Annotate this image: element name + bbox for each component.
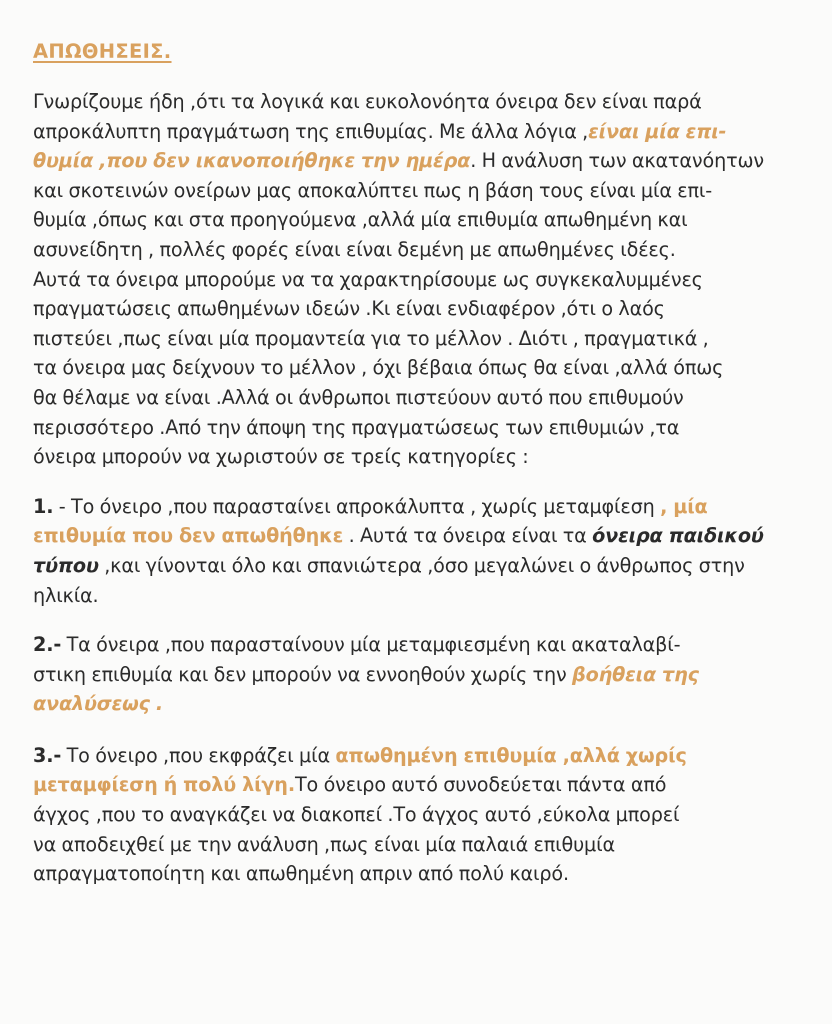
emphasized-phrase: τύπου — [33, 553, 99, 577]
text-run: πραγματώσεις απωθημένων ιδεών .Κι είναι ενδιαφέρον ,ότι ο λαός — [33, 297, 665, 321]
intro-paragraph — [33, 87, 812, 472]
text-line — [33, 770, 812, 800]
category-item-2 — [33, 630, 812, 719]
text-line — [33, 830, 812, 860]
text-line — [33, 551, 812, 581]
text-run: ,και γίνονται όλο και σπανιώτερα ,όσο μεγαλώνει ο άνθρωπος στην — [98, 553, 745, 577]
highlighted-phrase: βοήθεια της — [571, 662, 699, 686]
text-run: Το όνειρο αυτό συνοδεύεται πάντα από — [294, 773, 667, 797]
text-run: απροκάλυπτη πραγμάτωση της επιθυμίας. Με άλλα λόγια , — [33, 119, 589, 143]
text-line — [33, 235, 812, 265]
highlighted-phrase: αναλύσεως . — [33, 692, 164, 716]
emphasized-phrase: όνειρα παιδικού — [592, 524, 764, 548]
document-title: ΑΠΩΘΗΣΕΙΣ. — [33, 40, 172, 63]
text-run: Το όνειρο ,που εκφράζει μία — [61, 743, 336, 767]
text-line — [33, 87, 812, 117]
text-line — [33, 324, 812, 354]
text-run: πιστεύει ,πως είναι μία προμαντεία για το μέλλον . Διότι , πραγματικά , — [33, 326, 709, 350]
text-run: . Αυτά τα όνειρα είναι τα — [343, 524, 593, 548]
text-line — [33, 265, 812, 295]
text-line — [33, 353, 812, 383]
category-item-3 — [33, 741, 812, 889]
text-line — [33, 859, 812, 889]
item-number: 2.- — [33, 633, 62, 657]
highlighted-phrase: θυμία ,που δεν ικανοποιήθηκε την ημέρα — [33, 149, 471, 173]
category-item-1 — [33, 492, 812, 610]
text-line — [33, 205, 812, 235]
highlighted-phrase: , μία — [660, 494, 708, 518]
text-line — [33, 741, 812, 771]
text-line — [33, 630, 812, 660]
text-run: - Το όνειρο ,που παρασταίνει απροκάλυπτα , χωρίς μεταμφίεση — [53, 494, 661, 518]
text-line — [33, 521, 812, 551]
text-run: θα θέλαμε να είναι .Αλλά οι άνθρωποι πιστεύουν αυτό που επιθυμούν — [33, 385, 684, 409]
text-line — [33, 442, 812, 472]
text-run: θυμία ,όπως και στα προηγούμενα ,αλλά μία επιθυμία απωθημένη και — [33, 208, 688, 232]
highlighted-phrase: μεταμφίεση ή πολύ λίγη. — [33, 773, 295, 797]
text-line — [33, 413, 812, 443]
text-run: όνειρα μπορούν να χωριστούν σε τρείς κατηγορίες : — [33, 445, 529, 469]
text-line — [33, 800, 812, 830]
highlighted-phrase: είναι μία επι- — [588, 119, 727, 143]
text-run: περισσότερο .Από την άποψη της πραγματώσεως των επιθυμιών ,τα — [33, 415, 680, 439]
text-run: ηλικία. — [33, 583, 99, 607]
text-line — [33, 660, 812, 690]
highlighted-phrase: επιθυμία που δεν απωθήθηκε — [33, 524, 344, 548]
text-run: απραγματοποίητη και απωθημένη απριν από πολύ καιρό. — [33, 862, 569, 886]
text-run: να αποδειχθεί με την ανάλυση ,πως είναι μία παλαιά επιθυμία — [33, 832, 615, 856]
text-line — [33, 117, 812, 147]
text-run: Τα όνειρα ,που παρασταίνουν μία μεταμφιεσμένη και ακαταλαβί- — [61, 633, 681, 657]
text-line — [33, 689, 812, 719]
text-run: . Η ανάλυση των ακατανόητων — [470, 149, 764, 173]
text-run: Αυτά τα όνειρα μπορούμε να τα χαρακτηρίσουμε ως συγκεκαλυμμένες — [33, 267, 703, 291]
text-line — [33, 294, 812, 324]
text-run: και σκοτεινών ονείρων μας αποκαλύπτει πως η βάση τους είναι μία επι- — [33, 178, 713, 202]
highlighted-phrase: απωθημένη επιθυμία ,αλλά χωρίς — [335, 743, 687, 767]
text-run: στικη επιθυμία και δεν μπορούν να εννοηθούν χωρίς την — [33, 662, 572, 686]
text-line — [33, 581, 812, 611]
text-run: ασυνείδητη , πολλές φορές είναι είναι δεμένη με απωθημένες ιδέες. — [33, 237, 676, 261]
text-run: τα όνειρα μας δείχνουν το μέλλον , όχι βέβαια όπως θα είναι ,αλλά όπως — [33, 356, 724, 380]
item-number: 1. — [33, 494, 54, 518]
text-line — [33, 383, 812, 413]
item-number: 3.- — [33, 743, 62, 767]
text-line — [33, 176, 812, 206]
text-run: Γνωρίζουμε ήδη ,ότι τα λογικά και ευκολονόητα όνειρα δεν είναι παρά — [33, 90, 702, 113]
text-line — [33, 146, 812, 176]
text-run: άγχος ,που το αναγκάζει να διακοπεί .Το άγχος αυτό ,εύκολα μπορεί — [33, 803, 680, 827]
text-line — [33, 492, 812, 522]
